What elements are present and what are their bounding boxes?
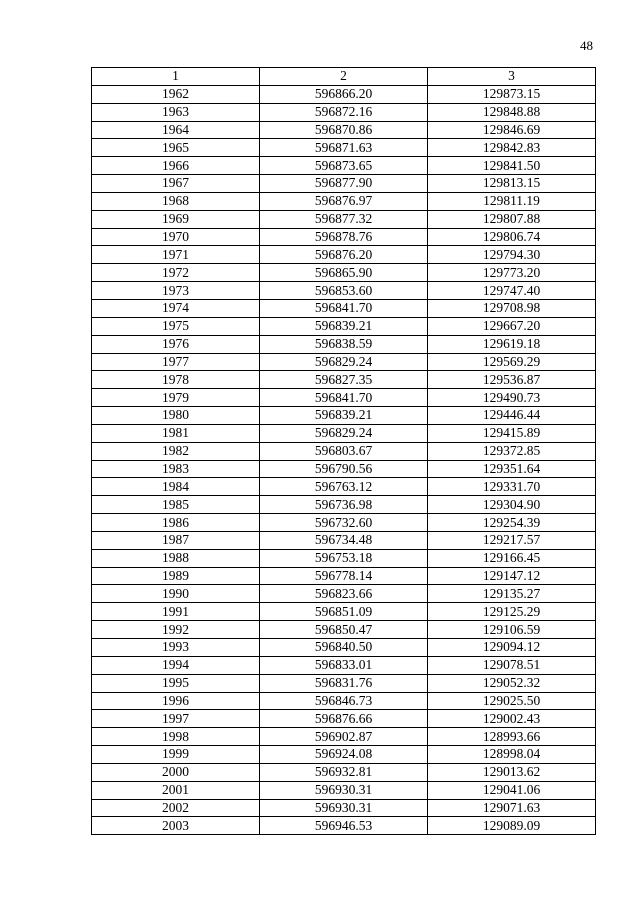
table-cell: 1978 bbox=[92, 371, 260, 389]
table-cell: 129147.12 bbox=[428, 567, 596, 585]
table-cell: 596840.50 bbox=[260, 639, 428, 657]
table-cell: 1976 bbox=[92, 335, 260, 353]
table-cell: 129089.09 bbox=[428, 817, 596, 835]
table-cell: 596877.32 bbox=[260, 210, 428, 228]
column-header-2: 2 bbox=[260, 68, 428, 86]
table-cell: 596831.76 bbox=[260, 674, 428, 692]
table-cell: 1973 bbox=[92, 282, 260, 300]
table-cell: 129807.88 bbox=[428, 210, 596, 228]
table-cell: 129351.64 bbox=[428, 460, 596, 478]
table-row bbox=[92, 389, 596, 407]
table-cell: 596946.53 bbox=[260, 817, 428, 835]
table-row bbox=[92, 246, 596, 264]
table-cell: 596732.60 bbox=[260, 514, 428, 532]
table-cell: 1993 bbox=[92, 639, 260, 657]
table-cell: 1970 bbox=[92, 228, 260, 246]
table-cell: 596763.12 bbox=[260, 478, 428, 496]
table-cell: 129873.15 bbox=[428, 85, 596, 103]
table-cell: 596873.65 bbox=[260, 157, 428, 175]
table-cell: 129071.63 bbox=[428, 799, 596, 817]
table-cell: 596734.48 bbox=[260, 531, 428, 549]
table-row bbox=[92, 478, 596, 496]
table-cell: 596841.70 bbox=[260, 389, 428, 407]
table-cell: 596876.20 bbox=[260, 246, 428, 264]
table-row bbox=[92, 228, 596, 246]
table-cell: 128993.66 bbox=[428, 728, 596, 746]
table-cell: 129794.30 bbox=[428, 246, 596, 264]
page-number: 48 bbox=[580, 38, 593, 53]
table-row bbox=[92, 85, 596, 103]
table-row bbox=[92, 799, 596, 817]
table-cell: 596846.73 bbox=[260, 692, 428, 710]
table-cell: 596823.66 bbox=[260, 585, 428, 603]
table-cell: 129052.32 bbox=[428, 674, 596, 692]
table-cell: 2000 bbox=[92, 763, 260, 781]
table-cell: 129747.40 bbox=[428, 282, 596, 300]
table-row bbox=[92, 710, 596, 728]
table-row bbox=[92, 567, 596, 585]
table-header-row bbox=[92, 68, 596, 86]
table-row bbox=[92, 549, 596, 567]
table-cell: 129848.88 bbox=[428, 103, 596, 121]
table-cell: 1999 bbox=[92, 746, 260, 764]
table-cell: 1991 bbox=[92, 603, 260, 621]
table-row bbox=[92, 585, 596, 603]
table-cell: 596930.31 bbox=[260, 799, 428, 817]
table-row bbox=[92, 299, 596, 317]
table-row bbox=[92, 531, 596, 549]
table-cell: 596838.59 bbox=[260, 335, 428, 353]
table-cell: 1984 bbox=[92, 478, 260, 496]
table-cell: 596736.98 bbox=[260, 496, 428, 514]
table-row bbox=[92, 603, 596, 621]
table-cell: 1992 bbox=[92, 621, 260, 639]
table-cell: 596866.20 bbox=[260, 85, 428, 103]
table-row bbox=[92, 407, 596, 425]
table-cell: 1967 bbox=[92, 175, 260, 193]
table-cell: 129811.19 bbox=[428, 192, 596, 210]
table-cell: 129331.70 bbox=[428, 478, 596, 496]
table-cell: 596930.31 bbox=[260, 781, 428, 799]
table-cell: 1996 bbox=[92, 692, 260, 710]
table-cell: 129569.29 bbox=[428, 353, 596, 371]
table-row bbox=[92, 282, 596, 300]
table-cell: 596876.66 bbox=[260, 710, 428, 728]
table-cell: 129304.90 bbox=[428, 496, 596, 514]
table-row bbox=[92, 139, 596, 157]
table-cell: 1981 bbox=[92, 424, 260, 442]
table-cell: 128998.04 bbox=[428, 746, 596, 764]
table-cell: 129217.57 bbox=[428, 531, 596, 549]
table-row bbox=[92, 175, 596, 193]
table-row bbox=[92, 103, 596, 121]
table-row bbox=[92, 371, 596, 389]
table-cell: 1985 bbox=[92, 496, 260, 514]
table-cell: 596851.09 bbox=[260, 603, 428, 621]
table-cell: 1977 bbox=[92, 353, 260, 371]
table-row bbox=[92, 424, 596, 442]
table-cell: 596877.90 bbox=[260, 175, 428, 193]
table-cell: 596839.21 bbox=[260, 317, 428, 335]
table-cell: 1995 bbox=[92, 674, 260, 692]
table-row bbox=[92, 674, 596, 692]
table-cell: 129667.20 bbox=[428, 317, 596, 335]
table-cell: 596871.63 bbox=[260, 139, 428, 157]
table-cell: 1966 bbox=[92, 157, 260, 175]
table-cell: 1969 bbox=[92, 210, 260, 228]
table-cell: 129025.50 bbox=[428, 692, 596, 710]
table-cell: 1962 bbox=[92, 85, 260, 103]
table-cell: 1972 bbox=[92, 264, 260, 282]
table-cell: 596839.21 bbox=[260, 407, 428, 425]
table-row bbox=[92, 656, 596, 674]
table-cell: 129372.85 bbox=[428, 442, 596, 460]
table-cell: 1987 bbox=[92, 531, 260, 549]
table-row bbox=[92, 746, 596, 764]
table-cell: 129446.44 bbox=[428, 407, 596, 425]
table-cell: 596924.08 bbox=[260, 746, 428, 764]
table-cell: 129135.27 bbox=[428, 585, 596, 603]
table-cell: 129842.83 bbox=[428, 139, 596, 157]
table-row bbox=[92, 192, 596, 210]
table-cell: 129078.51 bbox=[428, 656, 596, 674]
table-row bbox=[92, 264, 596, 282]
table-cell: 1975 bbox=[92, 317, 260, 335]
table-row bbox=[92, 317, 596, 335]
table-cell: 596829.24 bbox=[260, 424, 428, 442]
table-cell: 596753.18 bbox=[260, 549, 428, 567]
table-cell: 596872.16 bbox=[260, 103, 428, 121]
table-cell: 129773.20 bbox=[428, 264, 596, 282]
table-row bbox=[92, 728, 596, 746]
table-cell: 596876.97 bbox=[260, 192, 428, 210]
table-cell: 596833.01 bbox=[260, 656, 428, 674]
table-body bbox=[92, 85, 596, 834]
table-cell: 129846.69 bbox=[428, 121, 596, 139]
table-cell: 596790.56 bbox=[260, 460, 428, 478]
table-cell: 596932.81 bbox=[260, 763, 428, 781]
table-cell: 1989 bbox=[92, 567, 260, 585]
table-cell: 129536.87 bbox=[428, 371, 596, 389]
table-cell: 129490.73 bbox=[428, 389, 596, 407]
table-row bbox=[92, 210, 596, 228]
table-row bbox=[92, 763, 596, 781]
table-cell: 129619.18 bbox=[428, 335, 596, 353]
table-row bbox=[92, 817, 596, 835]
table-cell: 129415.89 bbox=[428, 424, 596, 442]
table-cell: 129806.74 bbox=[428, 228, 596, 246]
table-cell: 596853.60 bbox=[260, 282, 428, 300]
table-row bbox=[92, 353, 596, 371]
table-cell: 596841.70 bbox=[260, 299, 428, 317]
table-cell: 1979 bbox=[92, 389, 260, 407]
data-table bbox=[91, 67, 596, 835]
table-row bbox=[92, 496, 596, 514]
table-cell: 596850.47 bbox=[260, 621, 428, 639]
table-cell: 1988 bbox=[92, 549, 260, 567]
table-row bbox=[92, 621, 596, 639]
table-cell: 129002.43 bbox=[428, 710, 596, 728]
table-cell: 129106.59 bbox=[428, 621, 596, 639]
table-cell: 129094.12 bbox=[428, 639, 596, 657]
table-cell: 129841.50 bbox=[428, 157, 596, 175]
table-cell: 1982 bbox=[92, 442, 260, 460]
table-cell: 129813.15 bbox=[428, 175, 596, 193]
table-cell: 1964 bbox=[92, 121, 260, 139]
table-cell: 1994 bbox=[92, 656, 260, 674]
table-cell: 2002 bbox=[92, 799, 260, 817]
column-header-1: 1 bbox=[92, 68, 260, 86]
table-cell: 1997 bbox=[92, 710, 260, 728]
table-row bbox=[92, 335, 596, 353]
table-cell: 129013.62 bbox=[428, 763, 596, 781]
table-cell: 596865.90 bbox=[260, 264, 428, 282]
table-cell: 1986 bbox=[92, 514, 260, 532]
table-row bbox=[92, 692, 596, 710]
table-cell: 1968 bbox=[92, 192, 260, 210]
table-cell: 129708.98 bbox=[428, 299, 596, 317]
table-row bbox=[92, 157, 596, 175]
table-cell: 1971 bbox=[92, 246, 260, 264]
table-cell: 129041.06 bbox=[428, 781, 596, 799]
table-row bbox=[92, 121, 596, 139]
table-cell: 596803.67 bbox=[260, 442, 428, 460]
table-row bbox=[92, 460, 596, 478]
table-cell: 596902.87 bbox=[260, 728, 428, 746]
table-cell: 1998 bbox=[92, 728, 260, 746]
table-row bbox=[92, 514, 596, 532]
table-cell: 129125.29 bbox=[428, 603, 596, 621]
table-cell: 2003 bbox=[92, 817, 260, 835]
table-cell: 1974 bbox=[92, 299, 260, 317]
table-cell: 129166.45 bbox=[428, 549, 596, 567]
table-cell: 596778.14 bbox=[260, 567, 428, 585]
table-cell: 596827.35 bbox=[260, 371, 428, 389]
table-cell: 1963 bbox=[92, 103, 260, 121]
column-header-3: 3 bbox=[428, 68, 596, 86]
table-cell: 1980 bbox=[92, 407, 260, 425]
table-cell: 129254.39 bbox=[428, 514, 596, 532]
table-cell: 2001 bbox=[92, 781, 260, 799]
table-row bbox=[92, 781, 596, 799]
table-row bbox=[92, 639, 596, 657]
table-row bbox=[92, 442, 596, 460]
table-cell: 596829.24 bbox=[260, 353, 428, 371]
table-cell: 596878.76 bbox=[260, 228, 428, 246]
table-cell: 1965 bbox=[92, 139, 260, 157]
table-cell: 1990 bbox=[92, 585, 260, 603]
table-cell: 596870.86 bbox=[260, 121, 428, 139]
table-cell: 1983 bbox=[92, 460, 260, 478]
